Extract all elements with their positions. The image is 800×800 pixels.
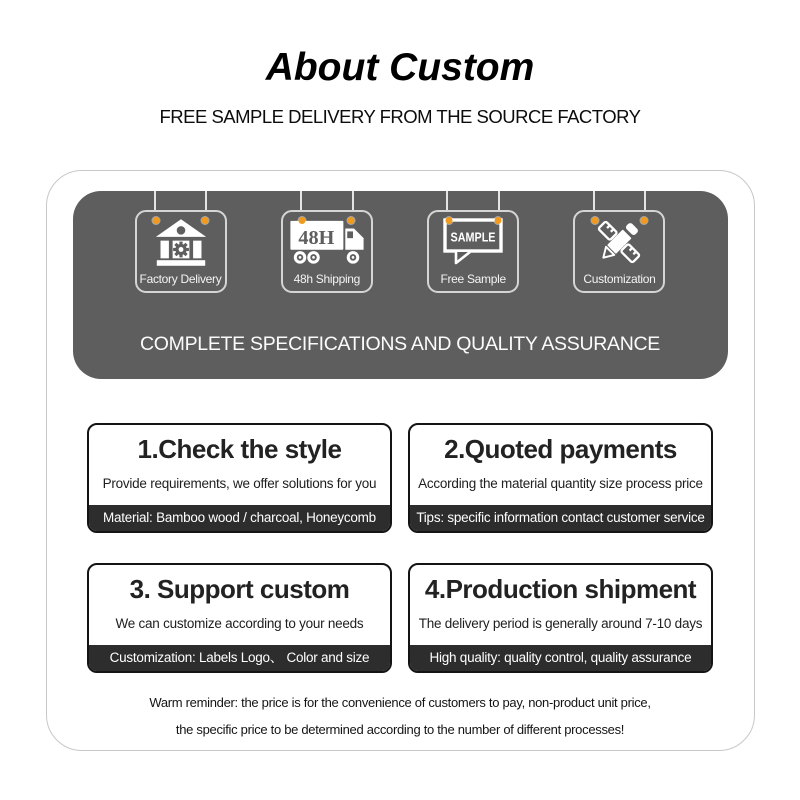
content-panel bbox=[46, 170, 755, 751]
feature-banner bbox=[73, 191, 728, 379]
hang-line bbox=[498, 191, 500, 210]
card-production-shipment bbox=[408, 563, 713, 673]
card-title: 3. Support custom bbox=[129, 574, 350, 604]
hang-line bbox=[154, 191, 156, 210]
truck-icon bbox=[288, 216, 366, 268]
pin-icon bbox=[152, 217, 159, 224]
pin-icon bbox=[348, 217, 355, 224]
badge-48h-shipping bbox=[281, 191, 373, 293]
card-description: We can customize according to your needs bbox=[115, 616, 364, 631]
badge-sign bbox=[427, 210, 519, 293]
sample-text: SAMPLE bbox=[450, 230, 496, 245]
badge-sign bbox=[573, 210, 665, 293]
card-footer-bar: Tips: specific information contact customer service bbox=[410, 505, 711, 531]
hang-line bbox=[352, 191, 354, 210]
badge-factory-delivery bbox=[135, 191, 227, 293]
pin-icon bbox=[445, 217, 452, 224]
hang-line bbox=[446, 191, 448, 210]
pin-icon bbox=[299, 217, 306, 224]
card-quoted-payments bbox=[408, 423, 713, 533]
hang-line bbox=[205, 191, 207, 210]
page-title: About Custom bbox=[265, 46, 535, 89]
pin-icon bbox=[641, 217, 648, 224]
card-title: 1.Check the style bbox=[137, 434, 342, 464]
badge-customization bbox=[573, 191, 665, 293]
card-title: 4.Production shipment bbox=[424, 574, 697, 604]
pin-icon bbox=[591, 217, 598, 224]
badge-label: Factory Delivery bbox=[139, 272, 222, 286]
pencil-ruler-icon bbox=[592, 215, 646, 269]
warm-reminder bbox=[47, 689, 754, 743]
badge-sign bbox=[281, 210, 373, 293]
card-description: The delivery period is generally around 7-10 days bbox=[418, 616, 703, 631]
sample-bubble-icon bbox=[443, 218, 503, 266]
card-check-the-style bbox=[87, 423, 392, 533]
card-description: According the material quantity size process price bbox=[418, 476, 703, 491]
warm-reminder-line1: Warm reminder: the price is for the convenience of customers to pay, non-product unit price, bbox=[149, 695, 651, 710]
truck-48h-text: 48H bbox=[298, 226, 335, 249]
hang-line bbox=[300, 191, 302, 210]
card-footer-bar: Customization: Labels Logo、 Color and size bbox=[89, 645, 390, 671]
badge-free-sample bbox=[427, 191, 519, 293]
badge-label: Customization bbox=[583, 272, 656, 286]
banner-caption: COMPLETE SPECIFICATIONS AND QUALITY ASSURANCE bbox=[140, 333, 660, 355]
badge-row bbox=[135, 191, 666, 293]
card-footer-bar: High quality: quality control, quality assurance bbox=[410, 645, 711, 671]
card-support-custom bbox=[87, 563, 392, 673]
warm-reminder-line2: the specific price to be determined according to the number of different processes! bbox=[175, 722, 625, 737]
card-title: 2.Quoted payments bbox=[444, 434, 677, 464]
info-cards bbox=[47, 423, 754, 673]
factory-icon bbox=[154, 219, 208, 266]
badge-label: Free Sample bbox=[440, 272, 506, 286]
pin-icon bbox=[494, 217, 501, 224]
badge-sign bbox=[135, 210, 227, 293]
hang-line bbox=[593, 191, 595, 210]
page-subtitle: FREE SAMPLE DELIVERY FROM THE SOURCE FACTORY bbox=[159, 106, 641, 127]
card-description: Provide requirements, we offer solutions for you bbox=[102, 476, 377, 491]
badge-label: 48h Shipping bbox=[293, 272, 361, 286]
hang-line bbox=[644, 191, 646, 210]
card-footer-bar: Material: Bamboo wood / charcoal, Honeycomb bbox=[89, 505, 390, 531]
pin-icon bbox=[202, 217, 209, 224]
